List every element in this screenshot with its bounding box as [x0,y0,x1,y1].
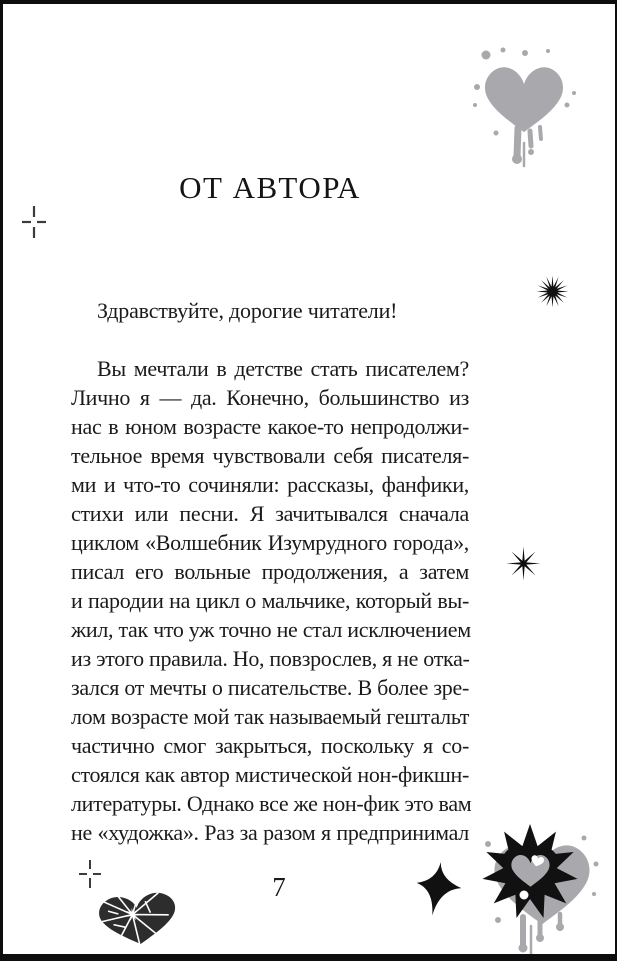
text-line: и пародии на цикл о мальчике, который вы- [71,588,469,613]
text-line: литературы. Однако все же нон-фик это вам [71,791,472,816]
text-line: зался от мечты о писательстве. В более зре- [71,675,469,700]
text-line: жил, так что уж точно не стал исключением [71,617,471,642]
text-line: лом возрасте мой так называемый гештальт [71,704,470,729]
sparkle-icon [412,859,464,919]
body-paragraph [71,354,472,847]
shattered-heart-icon [90,879,187,954]
text-column [71,4,472,954]
page-number: 7 [272,872,286,902]
text-line: Лично я — да. Конечно, большинство из [71,385,469,410]
book-page [3,4,615,954]
page-title: ОТ АВТОРА [179,170,361,205]
text-line: Вы мечтали в детстве стать писателем? [97,356,469,381]
text-line: циклом «Волшебник Изумрудного города», [71,530,469,555]
text-line: не «художка». Раз за разом я предпринимал [71,820,469,845]
text-line: частично смог закрыться, поскольку я со- [71,733,469,758]
text-line: ми и что-то сочиняли: рассказы, фанфики, [71,472,469,497]
text-line: стихи или песни. Я зачитывался сначала [71,501,469,526]
text-line: из этого правила. Но, повзрослев, я не отка- [71,646,470,671]
splatter-heart-icon [470,45,582,170]
crosshair-mark-icon [78,860,102,888]
starburst-icon [536,275,569,308]
text-line: стоялся как автор мистической нон-фикшн- [71,762,469,787]
text-line: тельное время чувствовали себя писателя- [71,443,469,468]
star-8pt-icon [506,546,541,581]
text-line: писал его вольные продолжения, а затем [71,559,469,584]
crosshair-mark-icon [20,206,48,238]
greeting-line: Здравствуйте, дорогие читатели! [97,298,398,323]
spiky-heart-splatter-icon [478,822,605,954]
text-line: нас в юном возрасте какое-то непродолжи- [71,414,469,439]
